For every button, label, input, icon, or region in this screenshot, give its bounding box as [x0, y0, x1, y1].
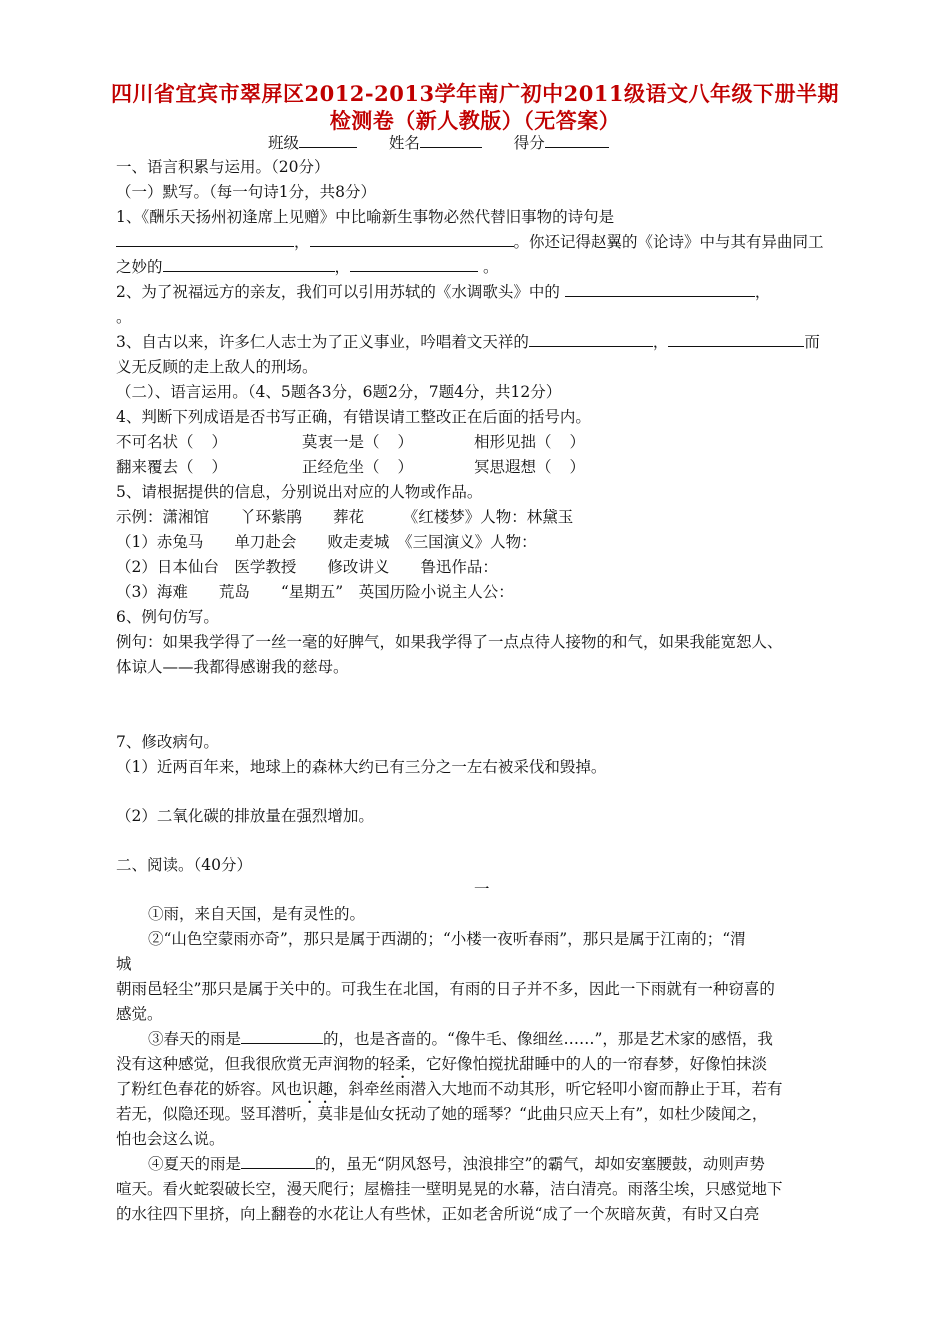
- paragraph-2-line-3: 朝雨邑轻尘”那只是属于关中的。可我生在北国，有雨的日子并不多，因此一下雨就有一种窃喜的: [116, 980, 775, 998]
- idiom-item: 冥思遐想（ ）: [474, 458, 586, 476]
- name-label: 姓名: [388, 134, 420, 152]
- idiom-row-1: [116, 431, 585, 453]
- paragraph-3-line-5: 怕也会这么说。: [116, 1130, 225, 1148]
- paragraph-1: ①雨，来自天国，是有灵性的。: [148, 905, 366, 923]
- paragraph-2-line-1: ②“山色空蒙雨亦奇”，那只是属于西湖的；“小楼一夜听春雨”，那只是属于江南的；“渭: [148, 930, 746, 948]
- answer-blank[interactable]: [529, 331, 653, 347]
- question-7-item-1: （1）近两百年来，地球上的森林大约已有三分之一左右被采伐和毁掉。: [116, 758, 607, 776]
- question-7-item-2: （2）二氧化碳的排放量在强烈增加。: [116, 807, 374, 825]
- answer-blank[interactable]: [350, 256, 478, 272]
- answer-blank[interactable]: [163, 256, 335, 272]
- question-3-line-2: 义无反顾的走上敌人的刑场。: [116, 358, 318, 376]
- class-blank[interactable]: [299, 132, 357, 148]
- emphasized-text: 识趣: [302, 1080, 334, 1098]
- answer-blank[interactable]: [241, 1028, 323, 1044]
- paragraph-2-line-2: 城: [116, 955, 132, 973]
- exam-title-line-2: 检测卷（新人教版）（无答案）: [329, 108, 621, 133]
- class-label: 班级: [268, 134, 300, 152]
- part2-heading: （二）、语言运用。（4、5题各3分，6题2分，7题4分，共12分）: [116, 383, 562, 401]
- idiom-item: 正经危坐（ ）: [302, 458, 414, 476]
- question-5-text: 5、请根据提供的信息，分别说出对应的人物或作品。: [116, 483, 483, 501]
- question-5-example: 示例：潇湘馆 丫环紫鹃 葬花 《红楼梦》人物：林黛玉: [116, 508, 574, 526]
- question-5-item-2: （2）日本仙台 医学教授 修改讲义 鲁迅作品：: [116, 558, 498, 576]
- question-3-text: 3、自古以来，许多仁人志士为了正义事业，吟唱着文天祥的 ， 而: [116, 333, 820, 351]
- paragraph-4-line-3: 的水往四下里挤，向上翻卷的水花让人有些怵，正如老舍所说“成了一个灰暗灰黄，有时又白亮: [116, 1205, 760, 1223]
- paragraph-3-line-3: 了粉红色春花的娇容。风也识趣，斜牵丝雨潜入大地而不动其形，听它轻叩小窗而静止于耳，若有: [116, 1080, 783, 1098]
- section1-heading: 一、语言积累与运用。（20分）: [116, 158, 330, 176]
- idiom-item: 翻来覆去（ ）: [116, 458, 228, 476]
- paragraph-4-line-1: ④夏天的雨是 的，虽无“阴风怒号，浊浪排空”的霸气，却如安塞腰鼓，动则声势: [148, 1155, 765, 1173]
- passage-number: 一: [474, 880, 490, 898]
- idiom-item: 相形见拙（ ）: [474, 433, 586, 451]
- section2-heading: 二、阅读。（40分）: [116, 856, 252, 874]
- exam-title-line-1: 四川省宜宾市翠屏区2012-2013学年南广初中2011级语文八年级下册半期: [110, 81, 840, 106]
- header-fields: [268, 132, 609, 154]
- part1-heading: （一）默写。（每一句诗1分，共8分）: [116, 183, 376, 201]
- score-label: 得分: [513, 134, 545, 152]
- answer-blank[interactable]: [310, 231, 514, 247]
- question-6-example-2: 体谅人——我都得感谢我的慈母。: [116, 658, 349, 676]
- paragraph-2-line-4: 感觉。: [116, 1005, 163, 1023]
- question-6-example-1: 例句：如果我学得了一丝一毫的好脾气，如果我学得了一点点待人接物的和气，如果我能宽恕人、: [116, 633, 783, 651]
- paragraph-3-line-4: 若无，似隐还现。竖耳潜听，莫非是仙女抚动了她的瑶琴？“此曲只应天上有”，如杜少陵闻之，: [116, 1105, 768, 1123]
- name-blank[interactable]: [420, 132, 482, 148]
- score-blank[interactable]: [545, 132, 609, 148]
- answer-blank[interactable]: [668, 331, 804, 347]
- answer-blank[interactable]: [241, 1153, 315, 1169]
- answer-blank[interactable]: [116, 231, 294, 247]
- question-1-line-3: 之妙的 ， 。: [116, 258, 499, 276]
- question-2-end: 。: [116, 308, 132, 326]
- idiom-item: 不可名状（ ）: [116, 433, 228, 451]
- idiom-item: 莫衷一是（ ）: [302, 433, 414, 451]
- question-2-text: 2、为了祝福远方的亲友，我们可以引用苏轼的《水调歌头》中的 ，: [116, 283, 771, 301]
- idiom-row-2: [116, 456, 585, 478]
- question-5-item-3: （3）海难 荒岛 “星期五” 英国历险小说主人公：: [116, 583, 514, 601]
- emphasized-text: 柔: [395, 1055, 411, 1073]
- question-7-text: 7、修改病句。: [116, 733, 219, 751]
- paragraph-3-line-1: ③春天的雨是 的，也是吝啬的。“像牛毛、像细丝……”，那是艺术家的感悟，我: [148, 1030, 773, 1048]
- paragraph-4-line-2: 喧天。看火蛇裂破长空，漫天爬行；屋檐挂一壁明晃晃的水幕，洁白清亮。雨落尘埃，只感觉地下: [116, 1180, 783, 1198]
- question-5-item-1: （1）赤兔马 单刀赴会 败走麦城 《三国演义》人物：: [116, 533, 537, 551]
- question-6-text: 6、例句仿写。: [116, 608, 219, 626]
- question-1-line-2: ， 。你还记得赵翼的《论诗》中与其有异曲同工: [116, 231, 824, 253]
- paragraph-3-line-2: 没有这种感觉，但我很欣赏无声润物的轻柔，它好像怕搅扰甜睡中的人的一帘春梦，好像怕抹淡: [116, 1055, 768, 1073]
- answer-blank[interactable]: [565, 281, 755, 297]
- question-1-text: 1、《酬乐天扬州初逢席上见赠》中比喻新生事物必然代替旧事物的诗句是: [116, 208, 615, 226]
- question-4-text: 4、判断下列成语是否书写正确，有错误请工整改正在后面的括号内。: [116, 408, 591, 426]
